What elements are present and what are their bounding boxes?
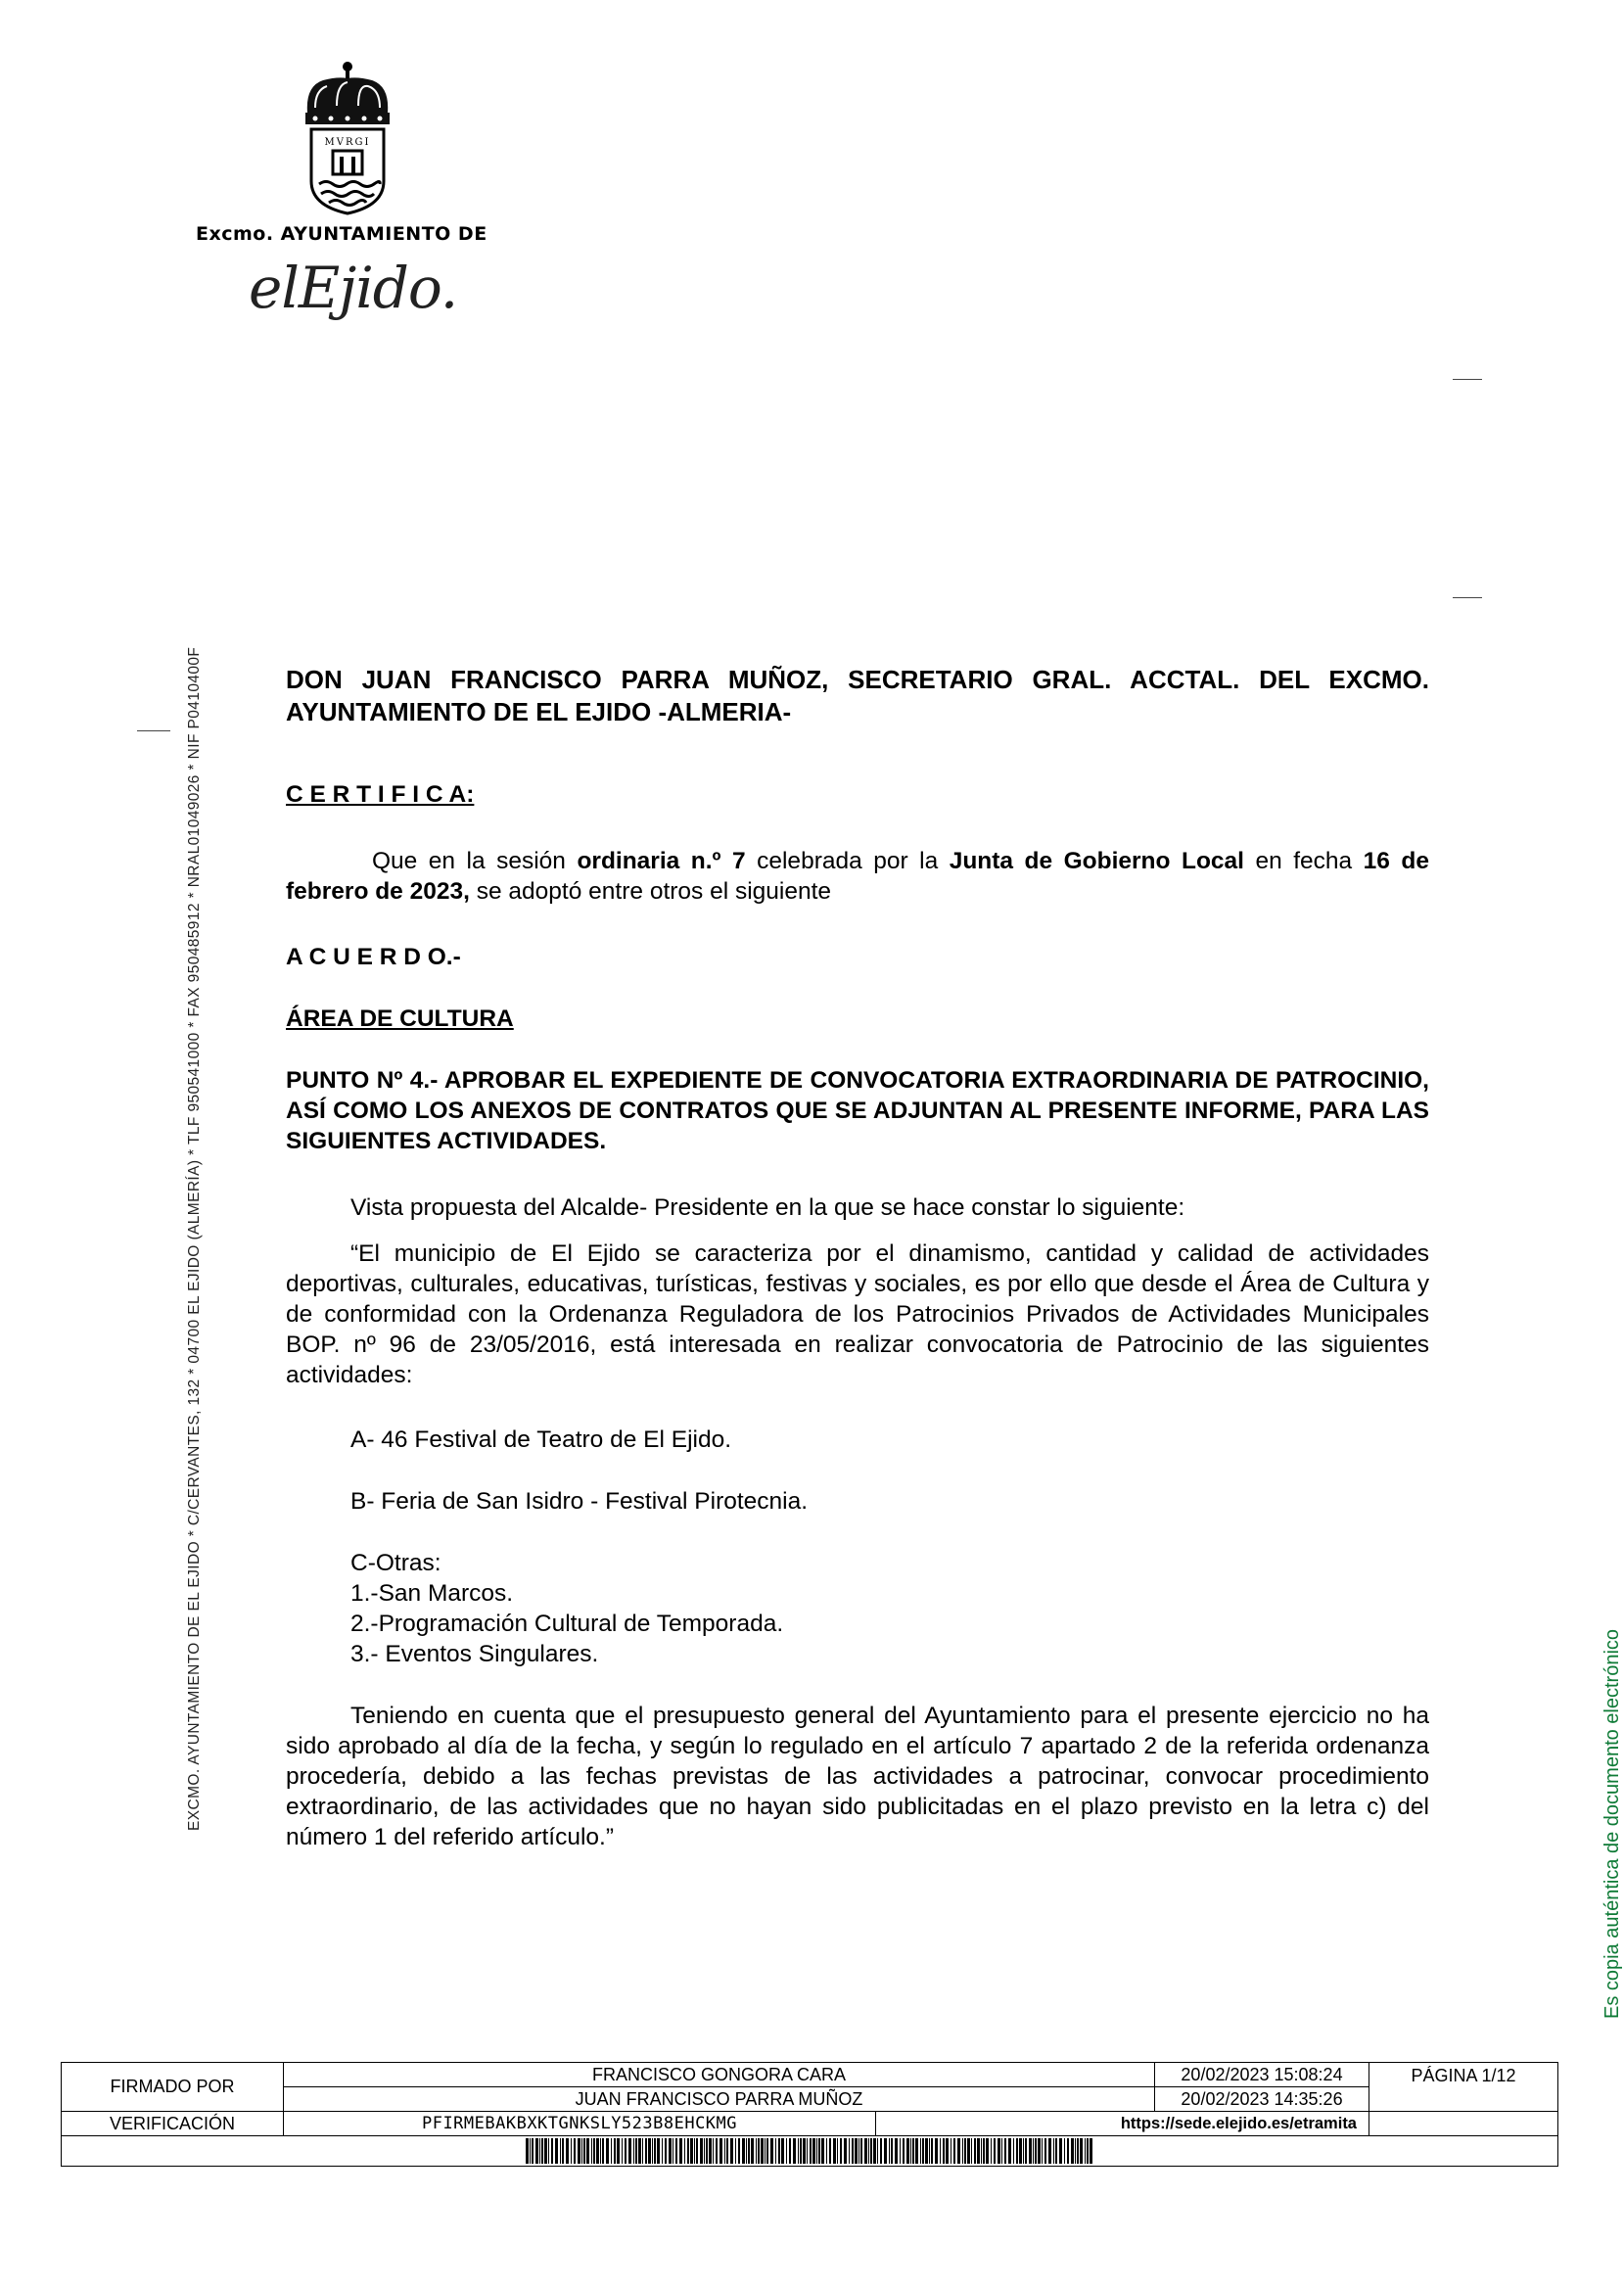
list-item: 3.- Eventos Singulares. (350, 1641, 599, 1667)
acuerdo-heading: A C U E R D O.- (286, 944, 461, 970)
intro-paragraph: Que en la sesión ordinaria n.º 7 celebrada por la Junta de Gobierno Local en fecha 16 de febrero de 2023, se adoptó entre otros el siguiente (286, 848, 1429, 905)
list-item: A- 46 Festival de Teatro de El Ejido. (350, 1426, 732, 1453)
margin-mark (1453, 379, 1482, 380)
verification-label: VERIFICACIÓN (62, 2112, 284, 2136)
verification-code: PFIRMEBAKBXKTGNKSLY523B8EHCKMG (284, 2112, 876, 2136)
margin-mark (137, 730, 170, 731)
list-item: C-Otras: (350, 1550, 441, 1576)
barcode-cell (62, 2136, 1558, 2167)
signature-table (61, 2062, 1558, 2167)
vista-paragraph: Vista propuesta del Alcalde- Presidente en la que se hace constar lo siguiente: (350, 1194, 1185, 1221)
list-item: B- Feria de San Isidro - Festival Pirotecnia. (350, 1488, 809, 1515)
municipal-logo (186, 59, 509, 352)
coat-of-arms-icon (294, 59, 401, 215)
signer-name: JUAN FRANCISCO PARRA MUÑOZ (284, 2087, 1155, 2112)
svg-text:MVRGI: MVRGI (324, 137, 371, 148)
signer-name: FRANCISCO GONGORA CARA (284, 2063, 1155, 2087)
list-item: 1.-San Marcos. (350, 1580, 514, 1607)
signature-date: 20/02/2023 15:08:24 (1155, 2063, 1369, 2087)
sidebar-contact-info: EXCMO. AYUNTAMIENTO DE EL EJIDO * C/CERVANTES, 132 * 04700 EL EJIDO (ALMERÍA) * TLF 950541000 * FAX 950485912 * NRAL01049026 * NIF P0410400F (186, 646, 203, 1831)
certifica-title: C E R T I F I C A: (286, 781, 475, 808)
punto-heading: PUNTO Nº 4.- APROBAR EL EXPEDIENTE DE CONVOCATORIA EXTRAORDINARIA DE PATROCINIO, ASÍ COMO LOS ANEXOS DE CONTRATOS QUE SE ADJUNTAN AL PRESENTE INFORME, PARA LAS SIGUIENTES ACTIVIDADES. (286, 1067, 1429, 1154)
area-heading: ÁREA DE CULTURA (286, 1005, 514, 1032)
logo-line-1: Excmo. AYUNTAMIENTO DE (196, 223, 487, 245)
list-item: 2.-Programación Cultural de Temporada. (350, 1611, 784, 1637)
barcode-icon (526, 2138, 1093, 2164)
verification-url[interactable]: https://sede.elejido.es/etramita (876, 2112, 1369, 2136)
firmado-label: FIRMADO POR (62, 2063, 284, 2112)
final-paragraph: Teniendo en cuenta que el presupuesto general del Ayuntamiento para el presente ejercicio no ha sido aprobado al día de la fecha, y según lo regulado en el artículo 7 apartado 2 de la referida ordenanza procedería, debido a las fechas previstas de las actividades a patrocinar, convocar procedimiento extraordinario, de las actividades que no hayan sido publicitadas en el plazo previsto en la letra c) del número 1 del referido artículo.” (286, 1703, 1429, 1850)
signature-date: 20/02/2023 14:35:26 (1155, 2087, 1369, 2112)
authenticity-note: Es copia auténtica de documento electrónico (1601, 1628, 1623, 2019)
logo-line-2: elEjido. (249, 255, 458, 321)
quote-paragraph: “El municipio de El Ejido se caracteriza por el dinamismo, cantidad y calidad de actividades deportivas, culturales, educativas, turísticas, festivas y sociales, es por ello que desde el Área de Cultura y de conformidad con la Ordenanza Reguladora de los Patrocinios Privados de Actividades Municipales BOP. nº 96 de 23/05/2016, está interesada en realizar convocatoria de Patrocinio de las siguientes actividades: (286, 1240, 1429, 1388)
page-number: PÁGINA 1/12 (1369, 2063, 1558, 2112)
empty-cell (1369, 2112, 1558, 2136)
document-header: DON JUAN FRANCISCO PARRA MUÑOZ, SECRETARIO GRAL. ACCTAL. DEL EXCMO. AYUNTAMIENTO DE EL EJIDO -ALMERIA- (286, 665, 1429, 726)
margin-mark (1453, 597, 1482, 598)
